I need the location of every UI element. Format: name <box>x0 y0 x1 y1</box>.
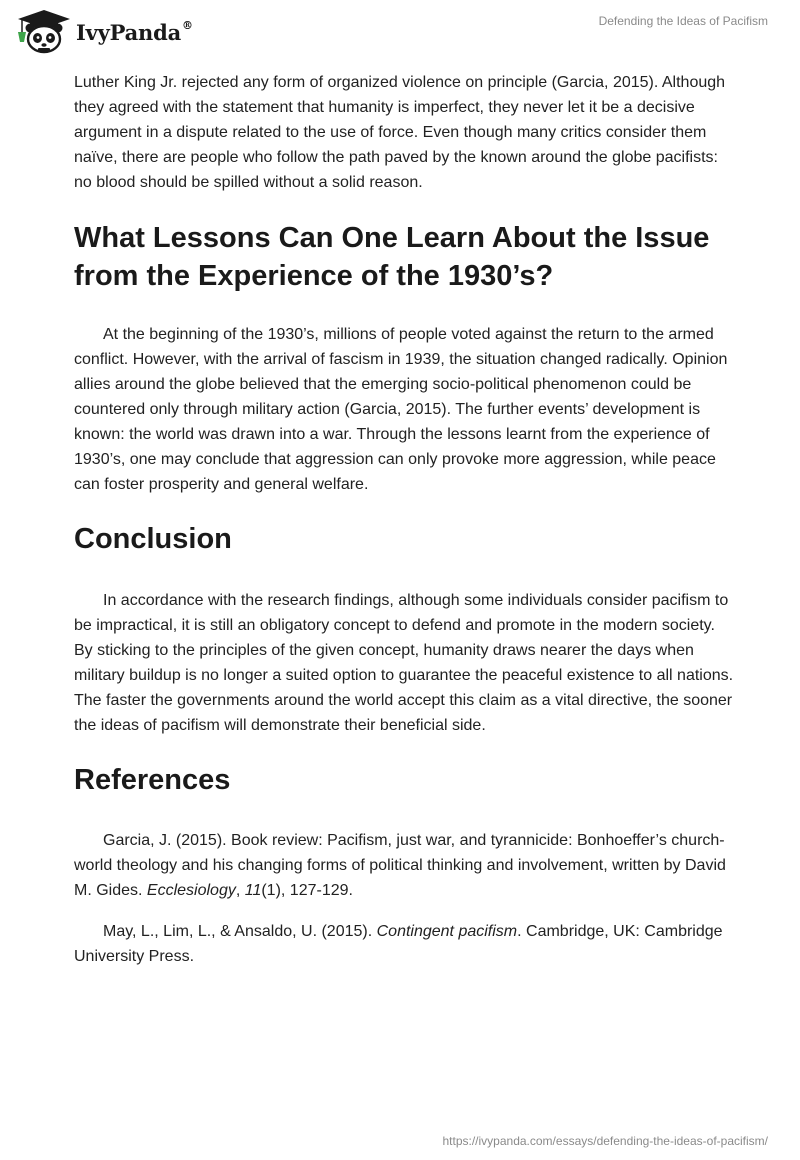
reference-text: Garcia, J. (2015). Book review: Pacifism, just war, and tyrannicide: Bonhoeffer’s church-world theology and his changing forms of political thinking and involvement, written by David M. Gides. <box>74 832 726 899</box>
footer-url-link[interactable]: https://ivypanda.com/essays/defending-the-ideas-of-pacifism/ <box>442 1134 768 1148</box>
reference-text: May, L., Lim, L., & Ansaldo, U. (2015). <box>103 923 377 940</box>
reference-publisher: . Cambridge, UK: Cambridge University Press. <box>74 923 723 965</box>
logo-wordmark <box>76 20 193 45</box>
essay-content <box>74 70 734 969</box>
reference-volume: 11 <box>244 882 262 899</box>
references-heading: References <box>74 764 231 796</box>
lessons-paragraph: At the beginning of the 1930’s, millions of people voted against the return to the armed conflict. However, with the arrival of fascism in 1939, the situation changed radically. Opinion allies around the globe believed that the emerging socio-political phenomenon could be countered only through military action (Garcia, 2015). The further events’ development is known: the world was drawn into a war. Through the lessons learnt from the experience of 1930’s, one may conclude that aggression can only provoke more aggression, while peace can foster prosperity and general welfare. <box>74 326 728 493</box>
conclusion-paragraph: In accordance with the research findings, although some individuals consider pacifism to be impractical, it is still an obligatory concept to defend and promote in the modern society. By sticking to the principles of the given concept, humanity draws nearer the days when military buildup is no longer a suited option to guarantee the peaceful existence to all nations. The faster the governments around the world accept this claim as a vital directive, the sooner the ideas of pacifism will demonstrate their beneficial side. <box>74 592 734 734</box>
reference-pages: (1), 127-129. <box>261 882 353 899</box>
lessons-heading: What Lessons Can One Learn About the Issue from the Experience of the 1930’s? <box>74 222 710 292</box>
page-header <box>0 0 800 62</box>
document-title: Defending the Ideas of Pacifism <box>598 14 768 28</box>
logo-text: IvyPanda <box>76 19 182 45</box>
ivypanda-logo[interactable] <box>14 8 193 54</box>
reference-item <box>74 828 734 903</box>
reference-journal: Ecclesiology <box>146 882 236 899</box>
intro-paragraph: Luther King Jr. rejected any form of organized violence on principle (Garcia, 2015). Although they agreed with the statement that humanity is imperfect, they never let it be a decisive argument in a dispute related to the use of force. Even though many critics consider them naïve, there are people who follow the path paved by the known around the globe pacifists: no blood should be spilled without a solid reason. <box>74 74 726 191</box>
reference-separator: , <box>235 882 245 899</box>
reference-item <box>74 919 734 969</box>
panda-graduation-cap-icon <box>14 8 70 54</box>
registered-mark: ® <box>182 18 193 32</box>
conclusion-heading: Conclusion <box>74 523 232 555</box>
reference-title: Contingent pacifism <box>376 923 518 940</box>
